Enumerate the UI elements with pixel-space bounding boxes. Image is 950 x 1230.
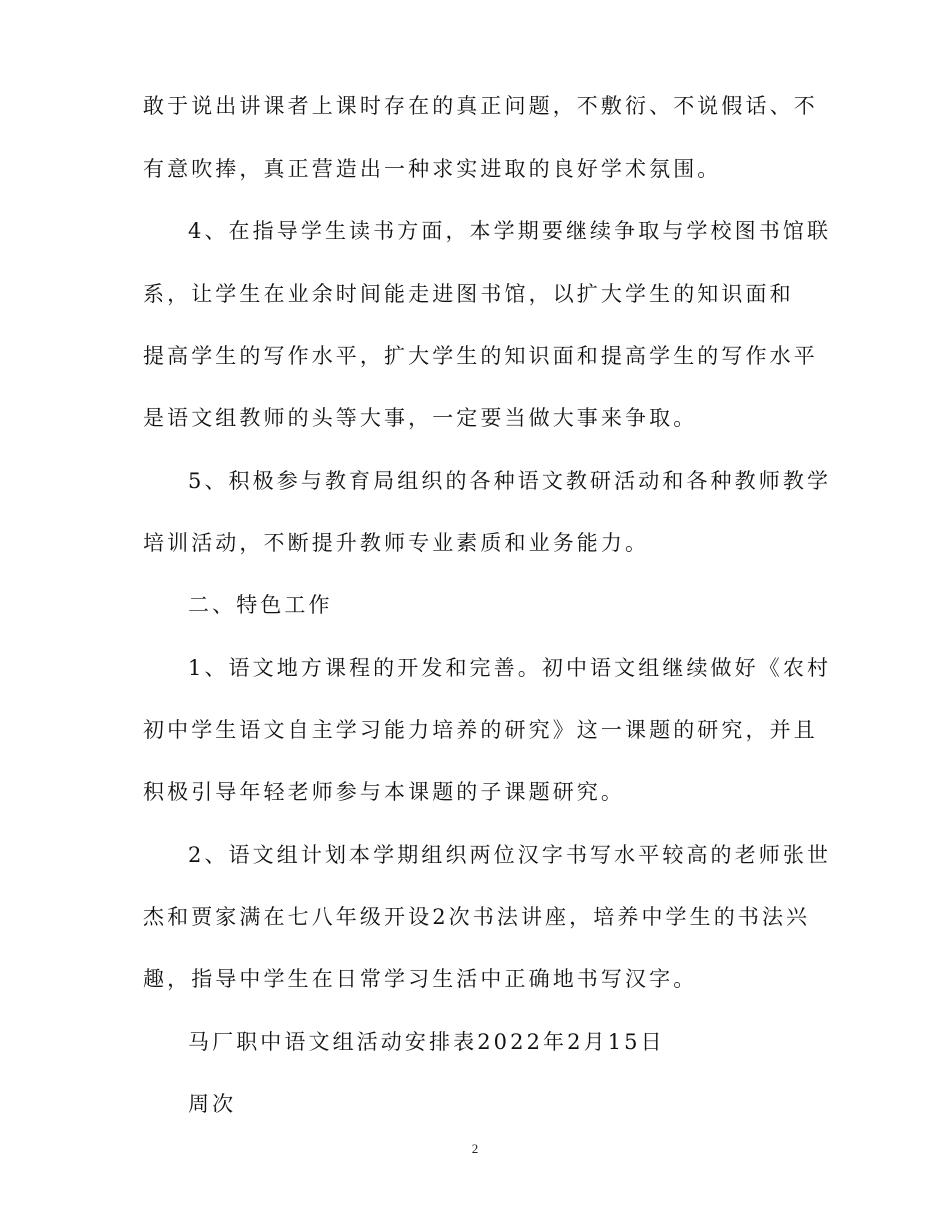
- text-line: 是语文组教师的头等大事，一定要当做大事来争取。: [143, 406, 698, 430]
- text-line: 系，让学生在业余时间能走进图书馆，以扩大学生的知识面和: [143, 282, 794, 306]
- section-heading: 二、特色工作: [188, 593, 333, 617]
- table-header-cell: 周次: [188, 1092, 237, 1116]
- text-line: 有意吹捧，真正营造出一种求实进取的良好学术氛围。: [143, 157, 722, 181]
- text-line: 1、语文地方课程的开发和完善。初中语文组继续做好《农村: [188, 656, 832, 680]
- text-line: 5、积极参与教育局组织的各种语文教研活动和各种教师教学: [188, 469, 832, 493]
- text-line: 4、在指导学生读书方面，本学期要继续争取与学校图书馆联: [188, 219, 832, 243]
- text-line: 2、语文组计划本学期组织两位汉字书写水平较高的老师张世: [188, 843, 832, 867]
- page-number: 2: [471, 1141, 479, 1156]
- text-line: 趣，指导中学生在日常学习生活中正确地书写汉字。: [143, 967, 698, 991]
- text-line: 初中学生语文自主学习能力培养的研究》这一课题的研究，并且: [143, 718, 818, 742]
- text-line: 培训活动，不断提升教师专业素质和业务能力。: [143, 531, 650, 555]
- text-line: 提高学生的写作水平，扩大学生的知识面和提高学生的写作水平: [143, 344, 818, 368]
- text-line: 积极引导年轻老师参与本课题的子课题研究。: [143, 780, 625, 804]
- text-line: 杰和贾家满在七八年级开设2次书法讲座，培养中学生的书法兴: [143, 905, 811, 929]
- text-line: 敢于说出讲课者上课时存在的真正问题，不敷衍、不说假话、不: [143, 94, 818, 118]
- table-title: 马厂职中语文组活动安排表2022年2月15日: [188, 1030, 665, 1054]
